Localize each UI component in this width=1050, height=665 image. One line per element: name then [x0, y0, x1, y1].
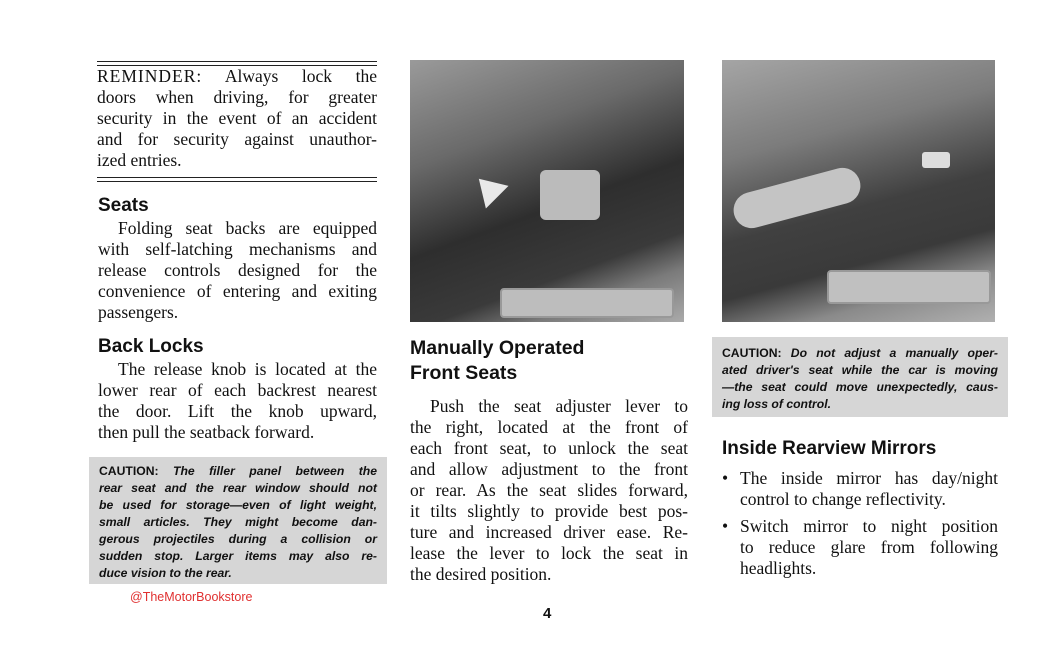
manual-seats-text: Push the seat adjuster lever to the right, located at the front of each front seat, to unlock the seat and allow adjustment to the front or rear. As the seat slides forward, it tilts slightly to provide best pos- ture and increased driver ease. Re- lease the lever to lock the seat in the desired position. — [410, 396, 688, 584]
back-locks-text: The release knob is located at the lower rear of each backrest nearest the door. Lift the knob upward, then pull the seatback forward. — [98, 359, 377, 442]
seats-text: Folding seat backs are equipped with self-latching mechanisms and release controls designed for the convenience of entering and exiting passengers. — [98, 218, 377, 322]
photo-seat-adjuster — [410, 60, 684, 322]
reminder-label: REMINDER: — [97, 66, 203, 86]
page-number: 4 — [543, 605, 552, 622]
latch-shape — [922, 152, 950, 168]
caution-box-seat-adjust: CAUTION: Do not adjust a manually oper- ated driver's seat while the car is moving —the seat could move unexpectedly, caus- ing loss of control. — [712, 337, 1008, 417]
seats-heading: Seats — [98, 195, 149, 216]
seat-lever-shape — [730, 164, 865, 232]
sill-plate — [500, 288, 674, 318]
seat-lever-shape — [540, 170, 600, 220]
mirror-bullet-1: The inside mirror has day/night control to change reflectivity. — [740, 468, 998, 509]
divider — [97, 177, 377, 182]
mirrors-heading: Inside Rearview Mirrors — [722, 438, 937, 459]
bullet-icon: • — [722, 468, 729, 488]
photo-seat-lever — [722, 60, 995, 322]
mirror-bullet-2: Switch mirror to night position to reduce glare from following headlights. — [740, 516, 998, 578]
reminder-text: REMINDER: Always lock the doors when driving, for greater security in the event of an accident and for security against unauthor- ized entries. — [97, 66, 377, 170]
sill-plate — [827, 270, 991, 304]
caution-box-storage: CAUTION: The filler panel between the rear seat and the rear window should not be used for storage—even of light weight, small articles. They might become dan- gerous projectiles during a collision or sudden stop. Larger items may also re- duce vision to the rear. — [89, 457, 387, 584]
manual-seats-heading: Manually Operated Front Seats — [410, 337, 585, 384]
back-locks-heading: Back Locks — [98, 336, 204, 357]
bullet-icon: • — [722, 516, 729, 536]
arrow-icon — [467, 167, 508, 208]
watermark: @TheMotorBookstore — [130, 590, 253, 604]
